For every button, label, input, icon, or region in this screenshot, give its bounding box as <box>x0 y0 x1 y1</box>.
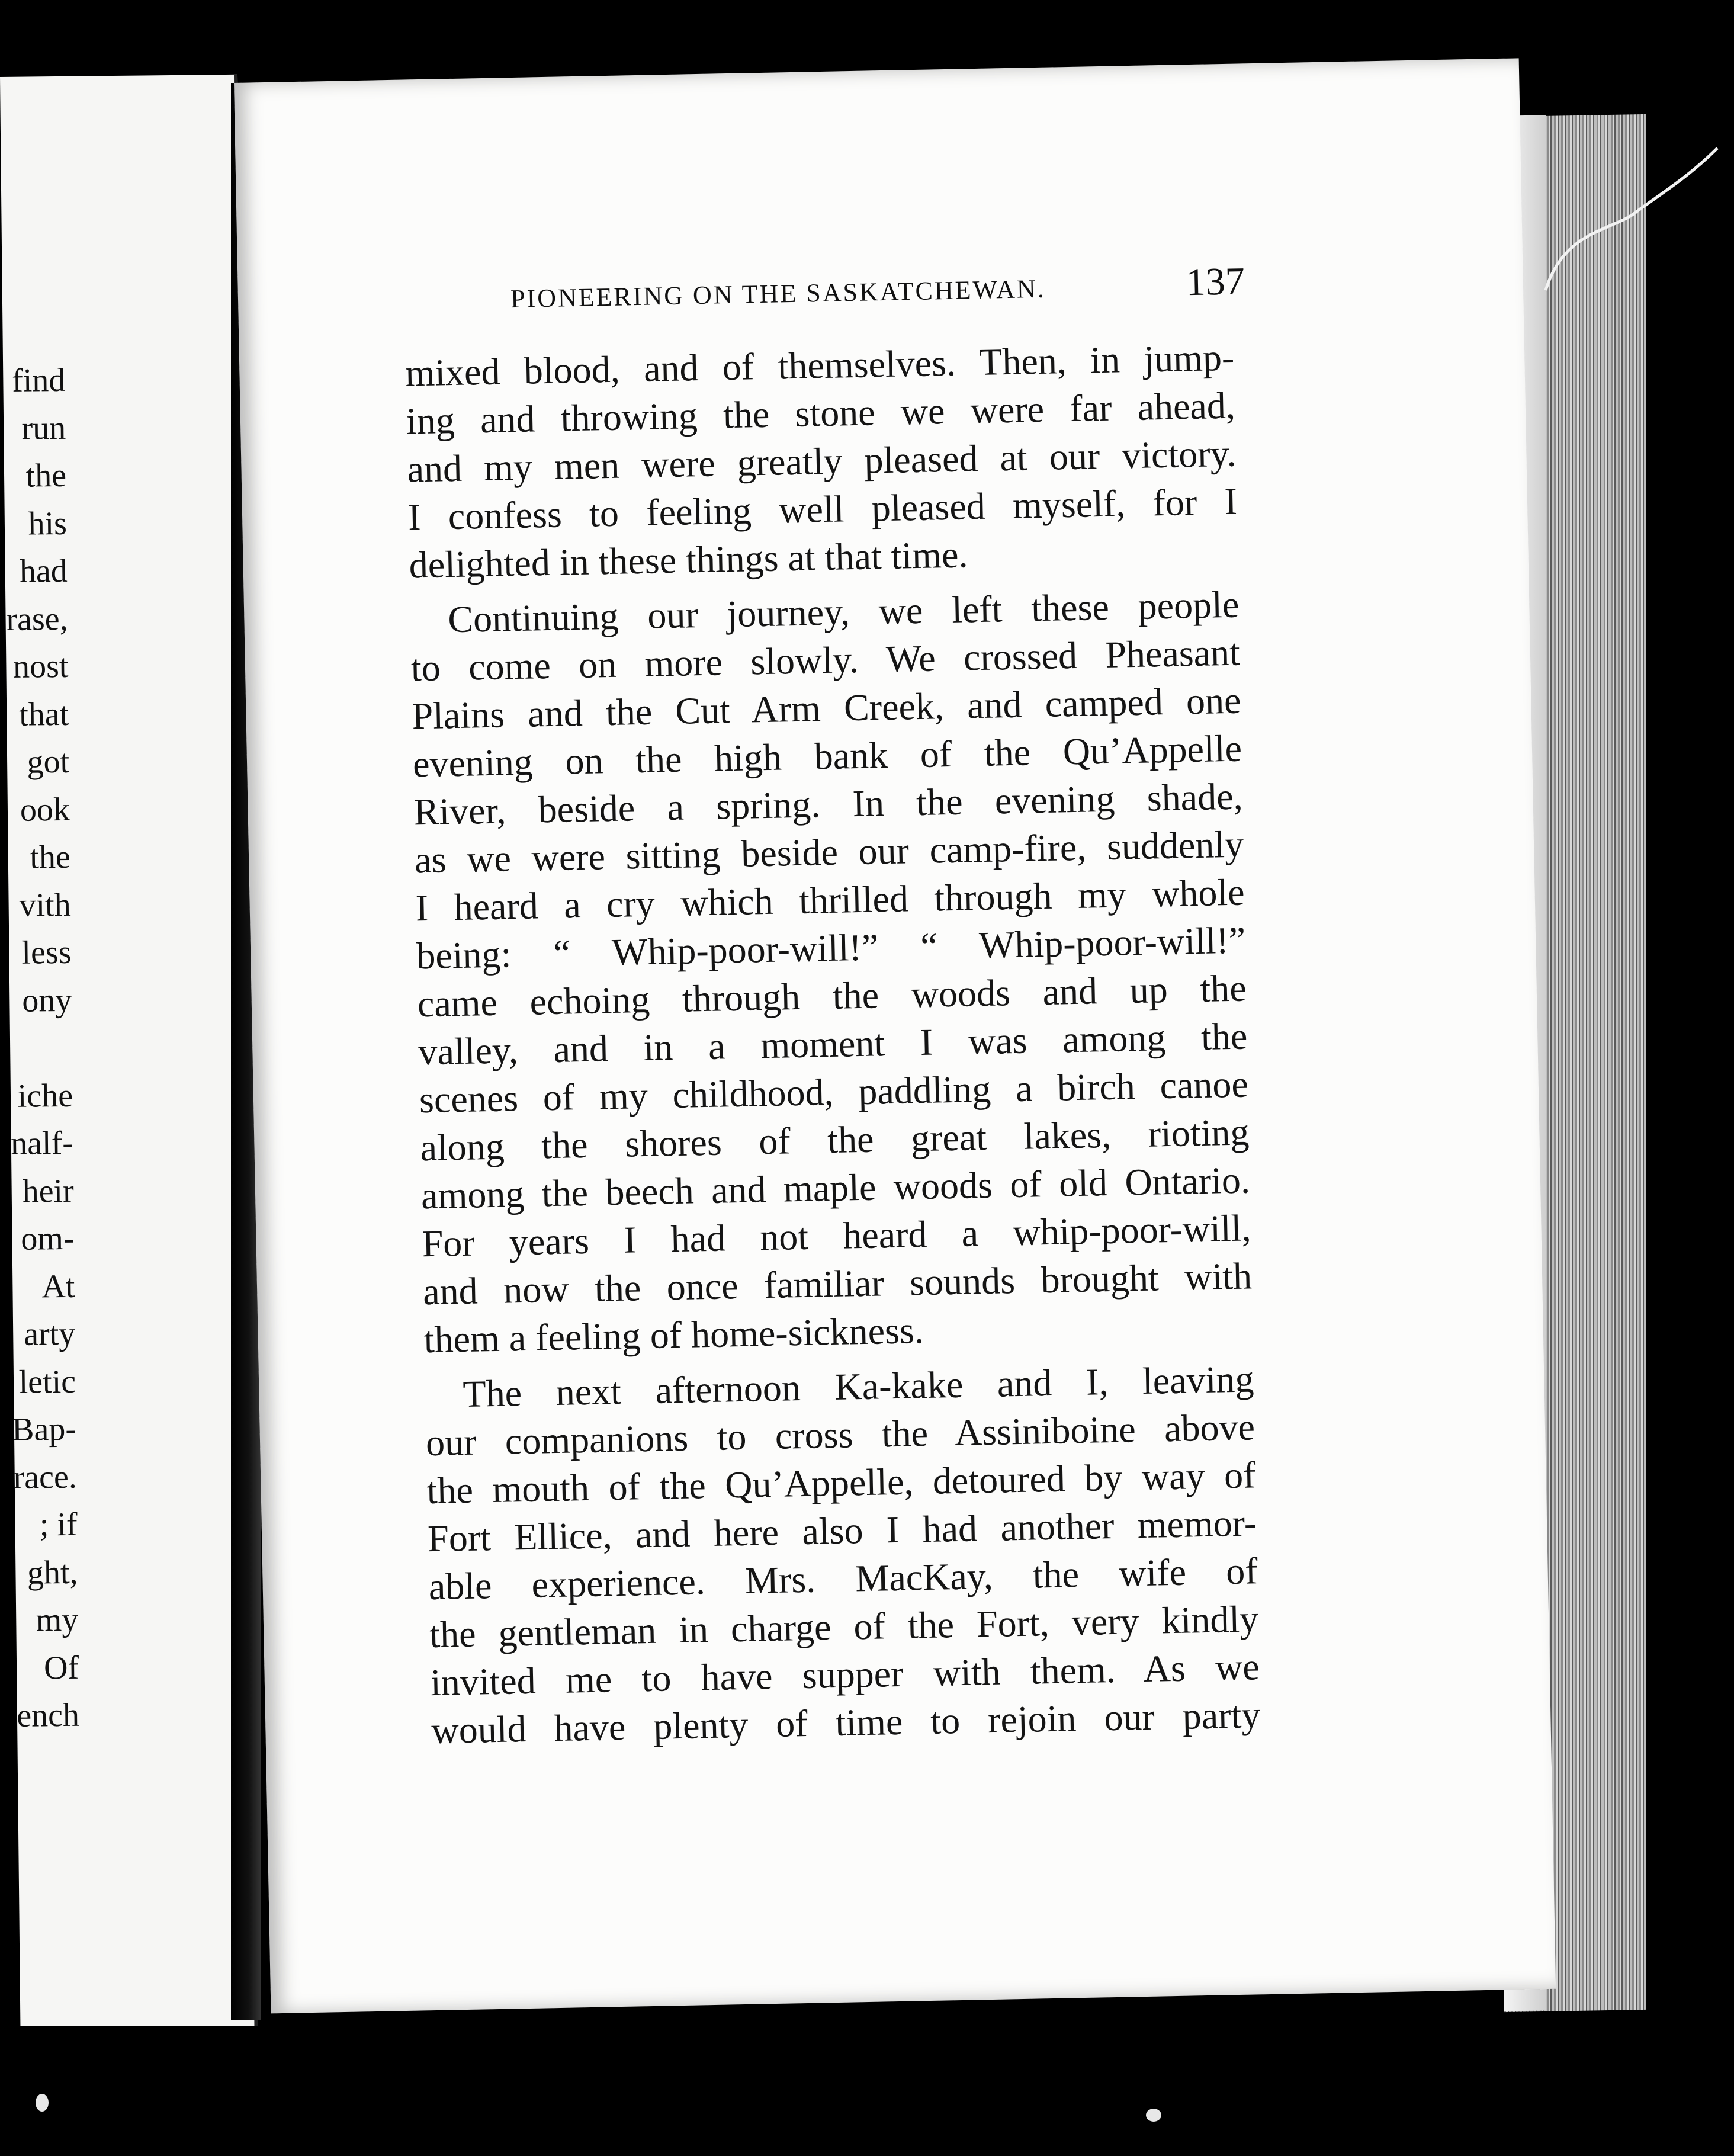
text-line: the mouth of the Qu’Appelle, detoured by way of <box>426 1454 1257 1512</box>
scan-speck <box>36 2094 49 2112</box>
text-line: mixed blood, and of themselves. Then, in jump- <box>404 336 1235 394</box>
text-line: our companions to cross the Assiniboine above <box>425 1406 1255 1464</box>
previous-page-line: ench <box>16 1696 80 1734</box>
text-line: evening on the high bank of the Qu’Appelle <box>412 727 1242 785</box>
previous-page-line: his <box>28 505 68 543</box>
text-line: I heard a cry which thrilled through my whole <box>415 871 1245 929</box>
previous-page-line <box>72 1029 244 1031</box>
previous-page-line: race. <box>13 1458 78 1496</box>
previous-page <box>0 75 258 2032</box>
previous-page-line: Bap- <box>11 1410 77 1448</box>
previous-page-line: ; if <box>39 1506 78 1544</box>
running-header <box>510 259 1245 320</box>
text-line: as we were sitting beside our camp-fire, suddenly <box>414 823 1244 881</box>
previous-page-line: letic <box>18 1363 76 1401</box>
text-line: scenes of my childhood, paddling a birch canoe <box>419 1063 1249 1121</box>
paragraph <box>425 1355 1261 1754</box>
text-line: would have plenty of time to rejoin our party <box>431 1693 1261 1752</box>
previous-page-line: vith <box>19 886 71 924</box>
previous-page-line: heir <box>22 1172 75 1210</box>
previous-page-line: find <box>11 361 66 399</box>
scan-speck <box>1146 2109 1161 2122</box>
paragraph <box>410 580 1254 1364</box>
text-line: valley, and in a moment I was among the <box>418 1015 1248 1073</box>
previous-page-line: At <box>41 1268 75 1305</box>
previous-page-line: ony <box>22 981 72 1019</box>
previous-page-text <box>0 75 234 1734</box>
text-line: Continuing our journey, we left these people <box>447 583 1240 641</box>
text-line: came echoing through the woods and up the <box>417 967 1247 1025</box>
previous-page-line: ook <box>20 791 70 829</box>
page-number: 137 <box>1186 259 1245 304</box>
text-line: and now the once familiar sounds brought with <box>422 1255 1253 1313</box>
previous-page-line: less <box>21 933 72 971</box>
previous-page-line: run <box>21 409 66 447</box>
text-line: ing and throwing the stone we were far ahead, <box>406 384 1236 442</box>
text-line: able experience. Mrs. MacKay, the wife of <box>428 1549 1258 1608</box>
text-line: Fort Ellice, and here also I had another memor- <box>427 1502 1257 1560</box>
previous-page-line: my <box>36 1601 79 1639</box>
scan-background <box>0 2026 1734 2156</box>
text-line: delighted in these things at that time. <box>408 533 969 586</box>
text-line: them a feeling of home-sickness. <box>423 1309 924 1361</box>
text-line: the gentleman in charge of the Fort, very kindly <box>429 1597 1259 1656</box>
previous-page-line: the <box>25 457 67 495</box>
paragraph <box>405 333 1239 589</box>
text-line: among the beech and maple woods of old Ontario. <box>420 1159 1251 1217</box>
previous-page-line: Of <box>43 1649 79 1686</box>
text-line: along the shores of the great lakes, rioting <box>419 1111 1250 1169</box>
text-line: invited me to have supper with them. As we <box>430 1645 1260 1704</box>
text-line: to come on more slowly. We crossed Pheasant <box>410 631 1241 689</box>
text-line: being: “ Whip-poor-will!” “ Whip-poor-will!” <box>416 919 1246 977</box>
book-page <box>234 58 1556 2013</box>
previous-page-line: the <box>30 838 71 876</box>
text-line: The next afternoon Ka-kake and I, leaving <box>462 1358 1254 1415</box>
previous-page-line: om- <box>21 1220 75 1257</box>
text-line: Plains and the Cut Arm Creek, and camped one <box>411 679 1241 737</box>
previous-page-line: ght, <box>27 1554 78 1592</box>
text-line: and my men were greatly pleased at our victory. <box>406 432 1237 490</box>
text-line: River, beside a spring. In the evening shade, <box>413 775 1244 833</box>
text-line: For years I had not heard a whip-poor-will, <box>421 1207 1252 1265</box>
text-line: I confess to feeling well pleased myself, for I <box>407 480 1238 538</box>
running-title: PIONEERING ON THE SASKATCHEWAN. <box>510 274 1046 314</box>
previous-page-line: iche <box>17 1077 73 1115</box>
previous-page-line: nalf- <box>10 1124 74 1162</box>
previous-page-line: rase, <box>6 600 68 638</box>
page-body <box>405 333 1261 1754</box>
previous-page-line: got <box>27 743 70 781</box>
previous-page-line: that <box>18 695 69 733</box>
previous-page-line: nost <box>12 647 69 685</box>
thread-curl-icon <box>1540 142 1729 296</box>
previous-page-line: had <box>19 552 68 590</box>
previous-page-line: arty <box>23 1315 76 1353</box>
